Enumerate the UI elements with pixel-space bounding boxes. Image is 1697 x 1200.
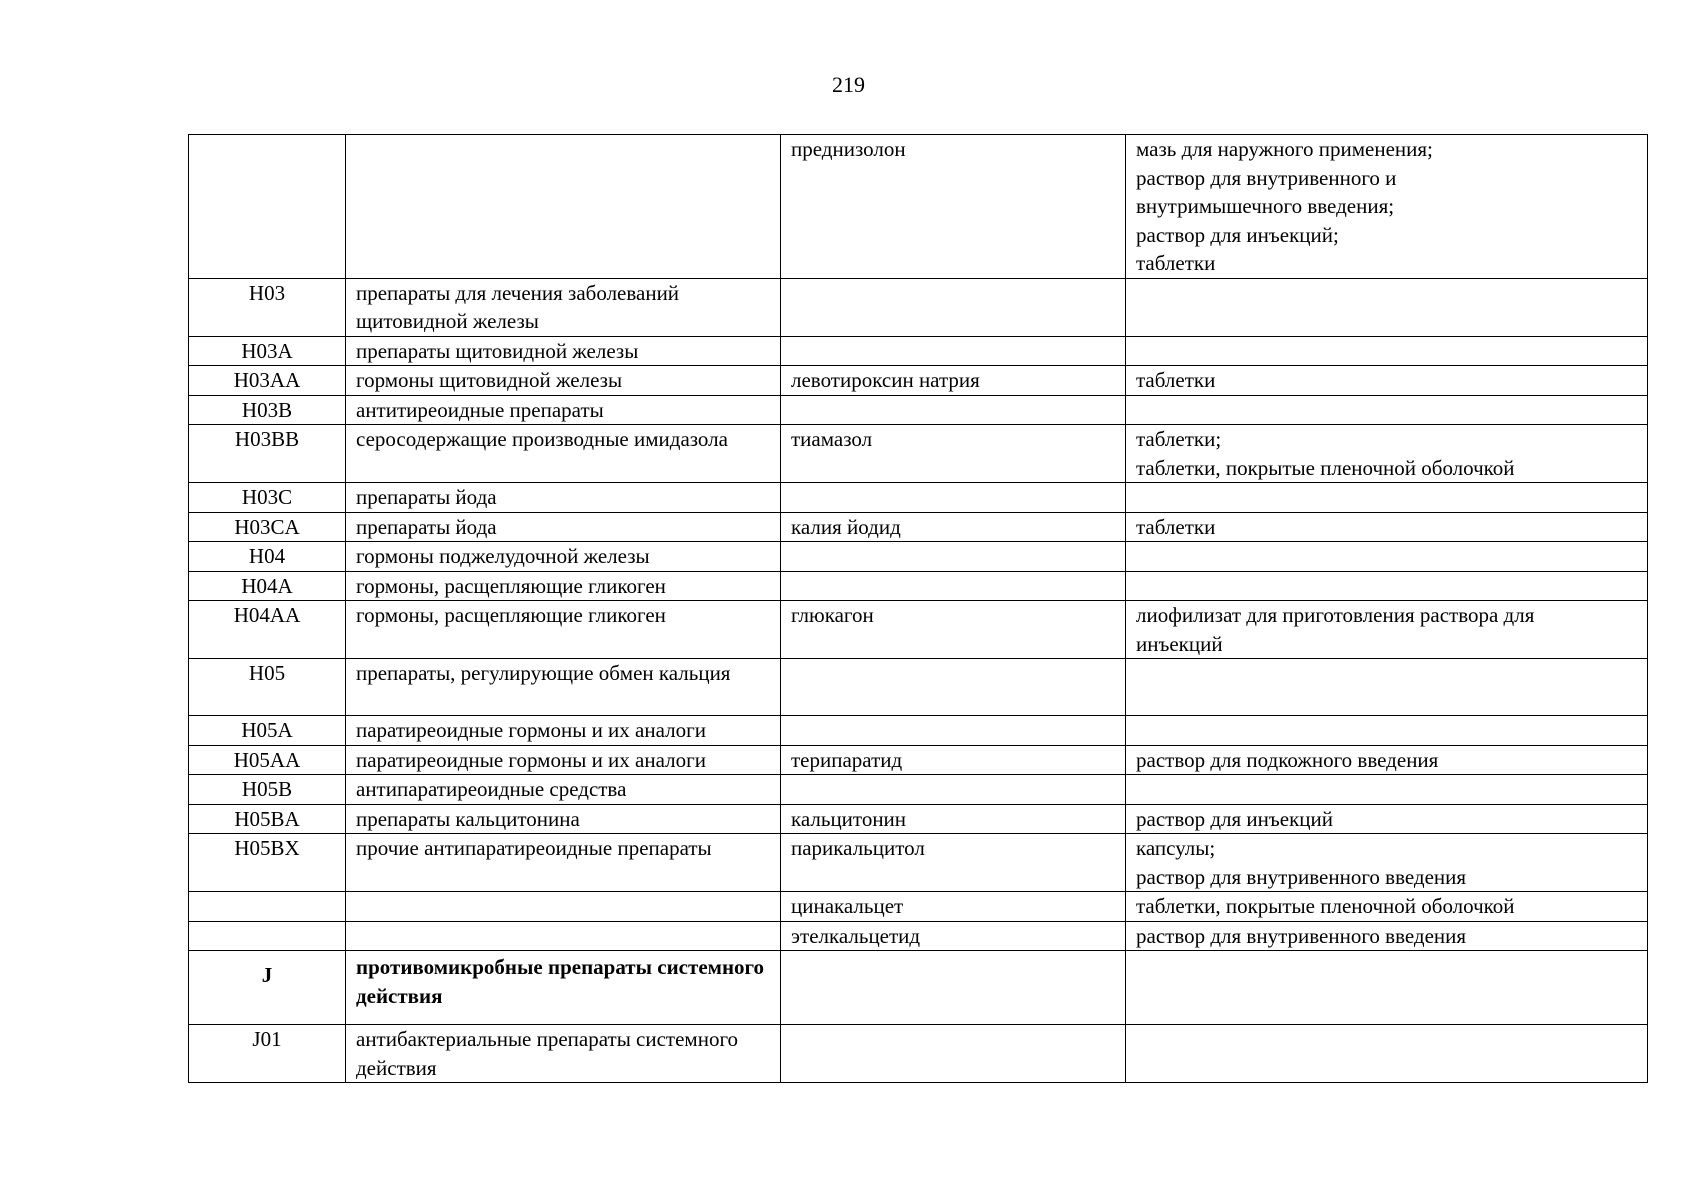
pharmacological-group-cell [346, 135, 781, 279]
drug-classification-table [188, 134, 1648, 1083]
pharmacological-group-cell: препараты для лечения заболеваний щитовидной железы [346, 278, 781, 336]
atc-code-cell [189, 892, 346, 922]
pharmacological-group-cell: антипаратиреоидные средства [346, 775, 781, 805]
atc-code-cell [189, 921, 346, 951]
dosage-form-line: таблетки [1136, 514, 1216, 539]
drug-name-cell: левотироксин натрия [781, 366, 1126, 396]
atc-code-cell: H03B [189, 395, 346, 425]
table-row [189, 278, 1648, 336]
dosage-forms-cell [1126, 395, 1648, 425]
dosage-form-line: раствор для инъекций; [1136, 222, 1339, 247]
drug-name-cell [781, 1025, 1126, 1083]
table-row [189, 395, 1648, 425]
dosage-form-line: мазь для наружного применения; [1136, 137, 1433, 161]
drug-name-cell: тиамазол [781, 425, 1126, 483]
dosage-forms-cell [1126, 775, 1648, 805]
drug-name-cell: преднизолон [781, 135, 1126, 279]
drug-name-cell: этелкальцетид [781, 921, 1126, 951]
dosage-form-line: капсулы; [1136, 836, 1216, 860]
dosage-form-line: инъекций [1136, 631, 1223, 656]
dosage-form-line: раствор для подкожного введения [1136, 747, 1439, 772]
page-number: 219 [832, 72, 865, 97]
dosage-form-line: раствор для инъекций [1136, 806, 1333, 831]
dosage-forms-cell [1126, 278, 1648, 336]
pharmacological-group-cell: препараты йода [346, 483, 781, 513]
drug-name-cell [781, 395, 1126, 425]
dosage-forms-cell [1126, 659, 1648, 716]
dosage-forms-cell [1126, 135, 1648, 279]
dosage-forms-cell [1126, 892, 1648, 922]
dosage-form-line: лиофилизат для приготовления раствора для [1136, 603, 1535, 627]
dosage-forms-cell [1126, 745, 1648, 775]
atc-code-cell: H05BA [189, 804, 346, 834]
drug-name-cell [781, 483, 1126, 513]
dosage-form-line: раствор для внутривенного введения [1136, 923, 1467, 948]
table-row [189, 601, 1648, 659]
table-row [189, 1025, 1648, 1083]
table-row [189, 483, 1648, 513]
dosage-forms-cell [1126, 542, 1648, 572]
atc-code-cell: J [189, 951, 346, 1025]
drug-name-cell [781, 775, 1126, 805]
atc-code-cell: H03AA [189, 366, 346, 396]
drug-name-cell [781, 278, 1126, 336]
table-row [189, 512, 1648, 542]
drug-name-cell [781, 571, 1126, 601]
drug-name-cell: цинакальцет [781, 892, 1126, 922]
table-row [189, 571, 1648, 601]
pharmacological-group-cell: препараты кальцитонина [346, 804, 781, 834]
atc-code-cell [189, 135, 346, 279]
table-row [189, 834, 1648, 892]
dosage-forms-cell [1126, 483, 1648, 513]
drug-name-cell: глюкагон [781, 601, 1126, 659]
dosage-forms-cell [1126, 336, 1648, 366]
dosage-form-line: таблетки; [1136, 427, 1222, 451]
table-row [189, 366, 1648, 396]
drug-name-cell [781, 336, 1126, 366]
dosage-forms-cell [1126, 951, 1648, 1025]
pharmacological-group-cell: препараты йода [346, 512, 781, 542]
pharmacological-group-cell: серосодержащие производные имидазола [346, 425, 781, 483]
atc-code-cell: H03 [189, 278, 346, 336]
dosage-forms-cell [1126, 804, 1648, 834]
pharmacological-group-cell: паратиреоидные гормоны и их аналоги [346, 716, 781, 746]
dosage-form-line: раствор для внутривенного и [1136, 165, 1397, 190]
atc-code-cell: H03BB [189, 425, 346, 483]
table-row [189, 745, 1648, 775]
atc-code-cell: H03CA [189, 512, 346, 542]
atc-code-cell: H05AA [189, 745, 346, 775]
pharmacological-group-cell: гормоны, расщепляющие гликоген [346, 571, 781, 601]
table-row [189, 542, 1648, 572]
table-row [189, 951, 1648, 1025]
table-body [189, 135, 1648, 1083]
pharmacological-group-cell: прочие антипаратиреоидные препараты [346, 834, 781, 892]
atc-code-cell: H03A [189, 336, 346, 366]
dosage-forms-cell [1126, 834, 1648, 892]
dosage-form-line: внутримышечного введения; [1136, 194, 1395, 218]
dosage-form-line: таблетки, покрытые пленочной оболочкой [1136, 455, 1515, 480]
drug-name-cell [781, 716, 1126, 746]
dosage-forms-cell [1126, 601, 1648, 659]
atc-code-cell: H03C [189, 483, 346, 513]
pharmacological-group-cell: гормоны, расщепляющие гликоген [346, 601, 781, 659]
drug-name-cell [781, 542, 1126, 572]
table-row [189, 336, 1648, 366]
dosage-forms-cell [1126, 716, 1648, 746]
pharmacological-group-cell: препараты, регулирующие обмен кальция [346, 659, 781, 716]
pharmacological-group-cell [346, 921, 781, 951]
pharmacological-group-cell: препараты щитовидной железы [346, 336, 781, 366]
pharmacological-group-cell: антибактериальные препараты системного действия [346, 1025, 781, 1083]
dosage-forms-cell [1126, 571, 1648, 601]
table-row [189, 135, 1648, 279]
dosage-form-line: таблетки, покрытые пленочной оболочкой [1136, 894, 1515, 918]
dosage-forms-cell [1126, 1025, 1648, 1083]
dosage-form-line: раствор для внутривенного введения [1136, 864, 1467, 889]
dosage-forms-cell [1126, 512, 1648, 542]
table-row [189, 425, 1648, 483]
drug-name-cell [781, 951, 1126, 1025]
table-row [189, 804, 1648, 834]
atc-code-cell: H05A [189, 716, 346, 746]
pharmacological-group-cell: антитиреоидные препараты [346, 395, 781, 425]
pharmacological-group-cell: паратиреоидные гормоны и их аналоги [346, 745, 781, 775]
atc-code-cell: H04 [189, 542, 346, 572]
atc-code-cell: H05BX [189, 834, 346, 892]
pharmacological-group-cell: противомикробные препараты системного действия [346, 951, 781, 1025]
table-row [189, 775, 1648, 805]
drug-name-cell: терипаратид [781, 745, 1126, 775]
table-row [189, 892, 1648, 922]
table-row [189, 921, 1648, 951]
atc-code-cell: H05B [189, 775, 346, 805]
atc-code-cell: H04A [189, 571, 346, 601]
pharmacological-group-cell: гормоны поджелудочной железы [346, 542, 781, 572]
atc-code-cell: J01 [189, 1025, 346, 1083]
dosage-forms-cell [1126, 425, 1648, 483]
dosage-forms-cell [1126, 921, 1648, 951]
drug-name-cell: кальцитонин [781, 804, 1126, 834]
pharmacological-group-cell: гормоны щитовидной железы [346, 366, 781, 396]
table-row [189, 716, 1648, 746]
pharmacological-group-cell [346, 892, 781, 922]
dosage-form-line: таблетки [1136, 368, 1216, 392]
drug-name-cell: парикальцитол [781, 834, 1126, 892]
atc-code-cell: H04AA [189, 601, 346, 659]
dosage-form-line: таблетки [1136, 251, 1216, 275]
atc-code-cell: H05 [189, 659, 346, 716]
drug-name-cell [781, 659, 1126, 716]
drug-name-cell: калия йодид [781, 512, 1126, 542]
table-row [189, 659, 1648, 716]
dosage-forms-cell [1126, 366, 1648, 396]
